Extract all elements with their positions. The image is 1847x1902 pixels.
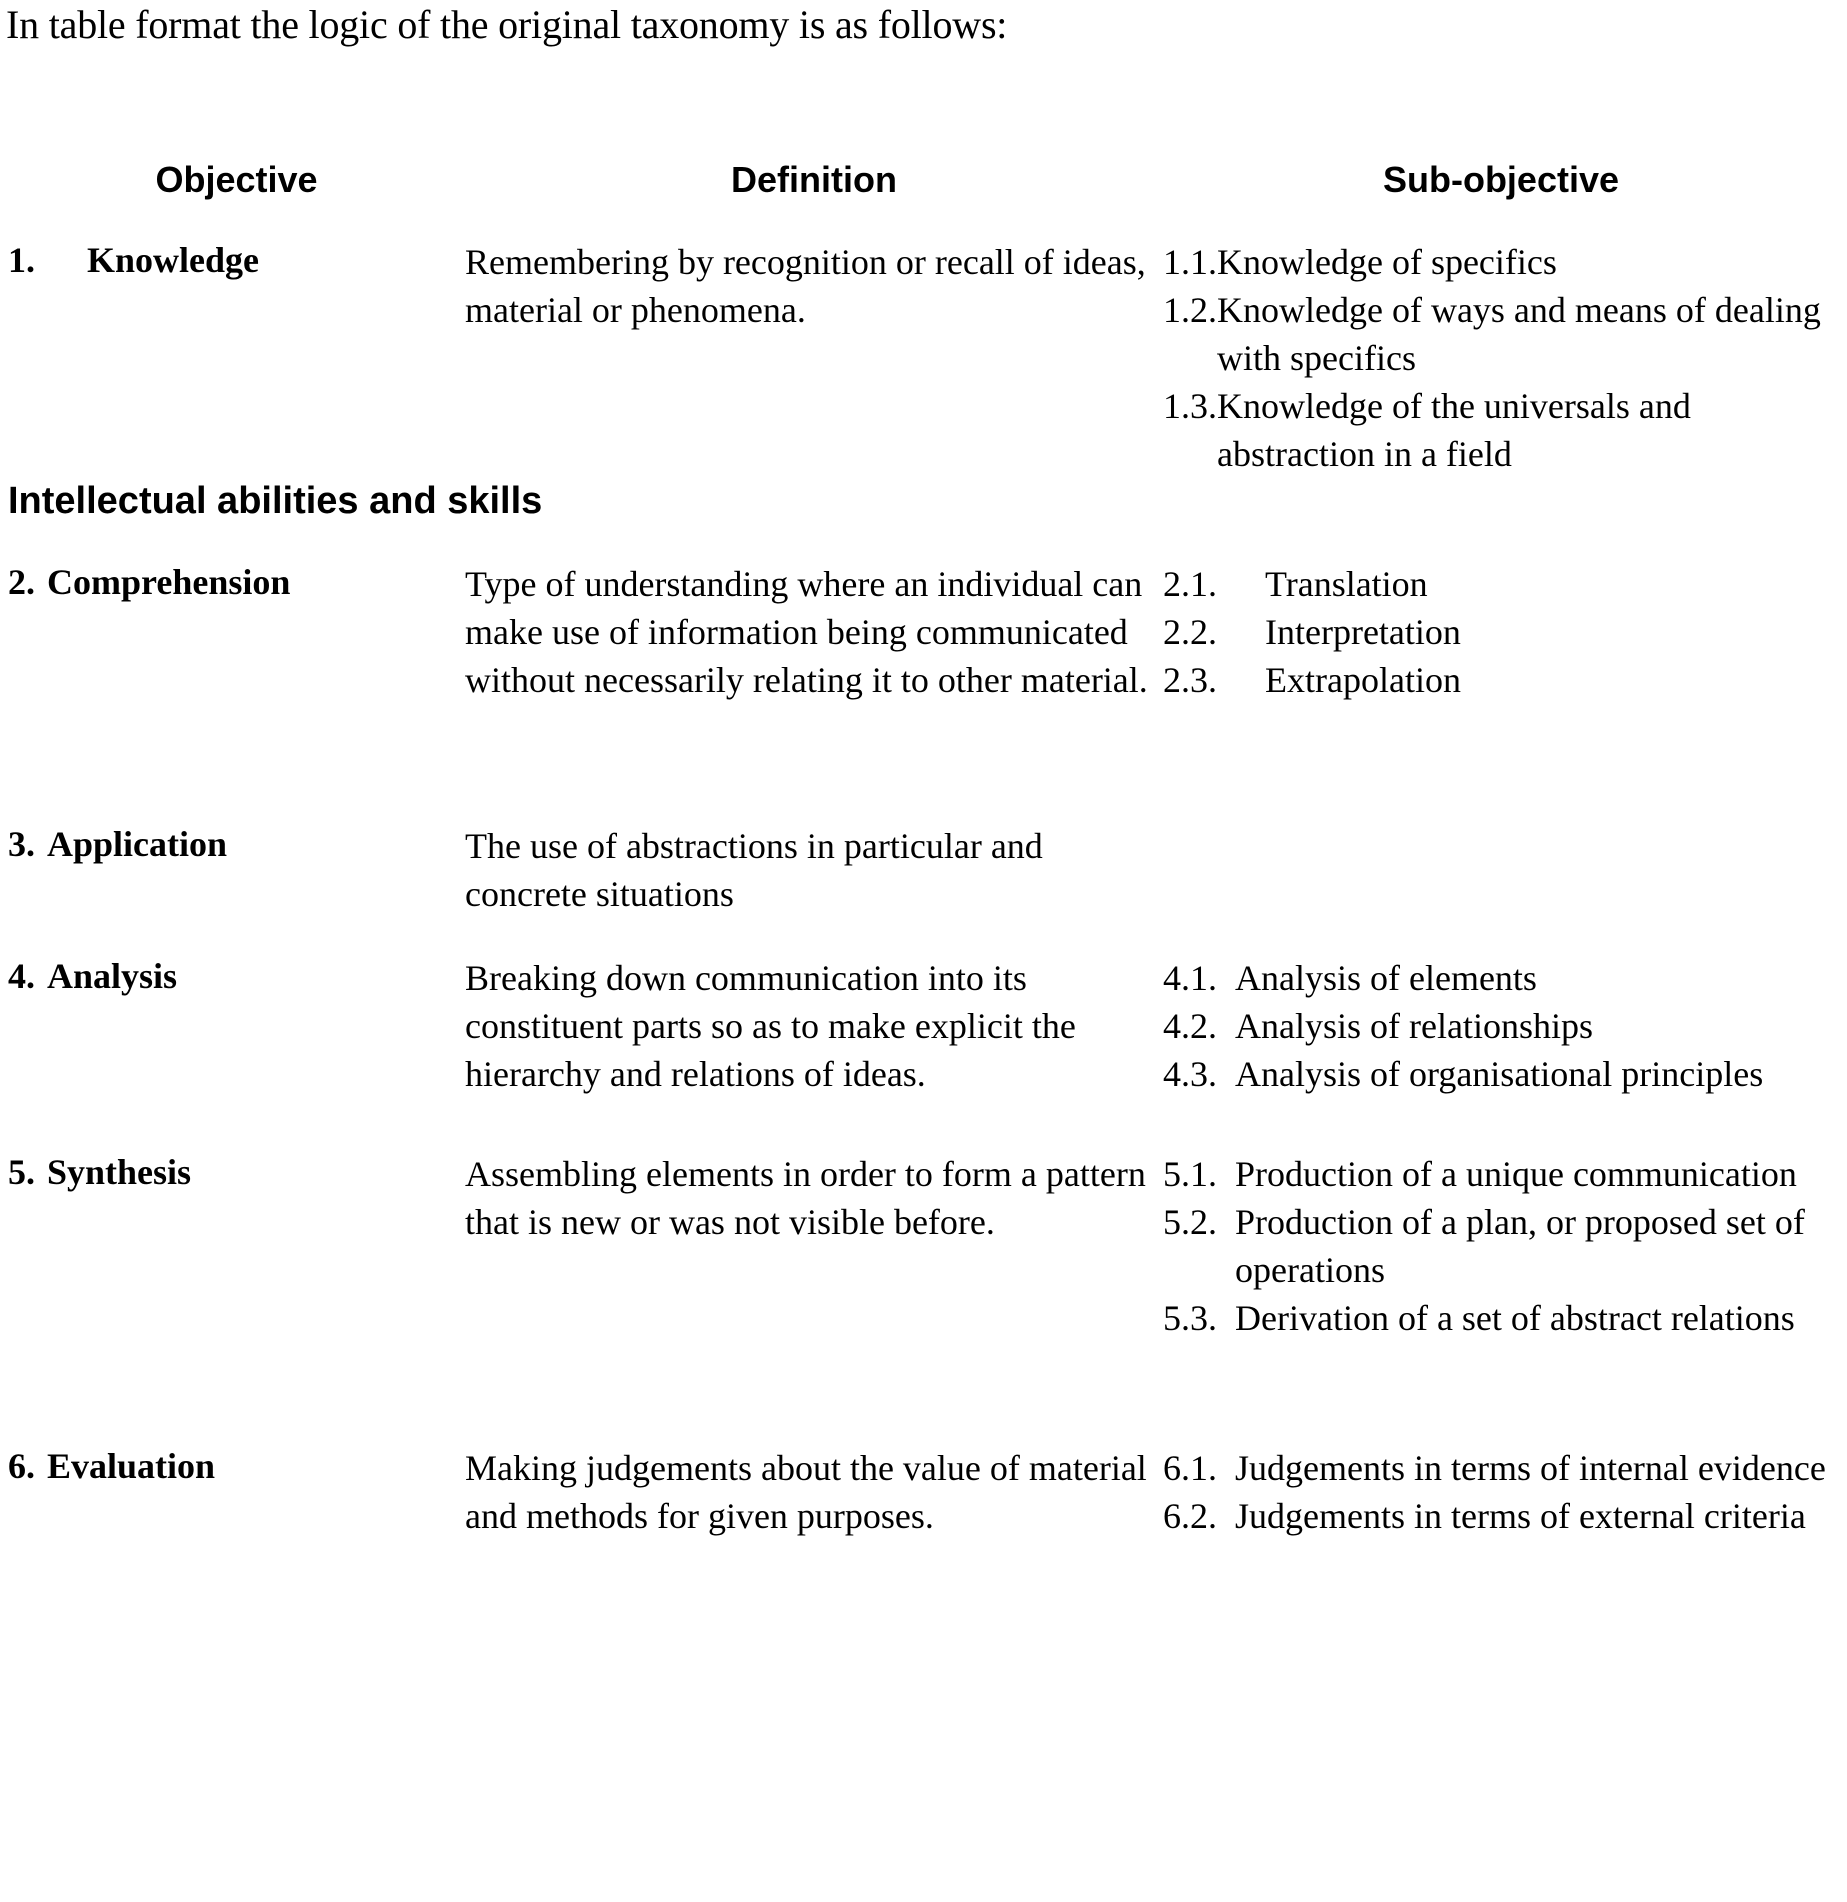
subobjective-number: 1.3. <box>1163 386 1217 426</box>
subobjective-text: Knowledge of ways and means of dealing with specifics <box>1217 290 1821 378</box>
table-row <box>8 954 1839 1150</box>
subobjective-text: Interpretation <box>1265 612 1461 652</box>
list-item <box>1163 1050 1839 1098</box>
definition-cell: Making judgements about the value of material and methods for given purposes. <box>465 1444 1163 1690</box>
subobjective-text: Derivation of a set of abstract relations <box>1235 1298 1795 1338</box>
objective-number: 6. <box>8 1446 35 1486</box>
subobjective-text: Knowledge of specifics <box>1217 242 1557 282</box>
table-header-row <box>8 160 1839 238</box>
table-row <box>8 822 1839 954</box>
list-item <box>1163 1150 1839 1198</box>
subobjective-number: 6.1. <box>1163 1448 1217 1488</box>
subobjective-list <box>1163 1444 1839 1540</box>
subobjective-number: 4.3. <box>1163 1054 1217 1094</box>
subobjective-cell <box>1163 954 1839 1150</box>
subobjective-text: Analysis of organisational principles <box>1235 1054 1764 1094</box>
subobjective-text: Extrapolation <box>1265 660 1461 700</box>
taxonomy-table <box>8 160 1839 1690</box>
subobjective-list <box>1163 238 1839 478</box>
section-band-label: Intellectual abilities and skills <box>8 478 1839 560</box>
subobjective-cell <box>1163 1444 1839 1690</box>
objective-cell <box>8 1444 465 1690</box>
list-item <box>1163 656 1839 704</box>
definition-cell: Assembling elements in order to form a pattern that is new or was not visible before. <box>465 1150 1163 1444</box>
column-header-objective: Objective <box>8 160 465 238</box>
objective-cell <box>8 954 465 1150</box>
objective-number: 3. <box>8 824 35 864</box>
subobjective-cell <box>1163 822 1839 954</box>
objective-label: Knowledge <box>87 240 260 280</box>
list-item <box>1163 560 1839 608</box>
subobjective-text: Production of a unique communication <box>1235 1154 1797 1194</box>
objective-number: 1. <box>8 240 35 280</box>
definition-cell: Breaking down communication into its constituent parts so as to make explicit the hierarchy and relations of ideas. <box>465 954 1163 1150</box>
objective-cell <box>8 560 465 822</box>
subobjective-list <box>1163 954 1839 1098</box>
definition-cell: The use of abstractions in particular and concrete situations <box>465 822 1163 954</box>
objective-number: 5. <box>8 1152 35 1192</box>
objective-cell <box>8 238 465 478</box>
subobjective-list <box>1163 560 1839 704</box>
list-item <box>1163 1444 1839 1492</box>
subobjective-cell <box>1163 1150 1839 1444</box>
list-item <box>1163 1492 1839 1540</box>
intro-paragraph: In table format the logic of the original taxonomy is as follows: <box>6 2 1008 47</box>
subobjective-number: 1.2. <box>1163 290 1217 330</box>
objective-label: Synthesis <box>47 1152 192 1192</box>
subobjective-number: 1.1. <box>1163 242 1217 282</box>
table-row <box>8 560 1839 822</box>
subobjective-list <box>1163 1150 1839 1342</box>
definition-cell: Type of understanding where an individual can make use of information being communicated without necessarily relating it to other material. <box>465 560 1163 822</box>
objective-label: Analysis <box>47 956 178 996</box>
definition-cell: Remembering by recognition or recall of ideas, material or phenomena. <box>465 238 1163 478</box>
objective-number: 4. <box>8 956 35 996</box>
subobjective-text: Analysis of elements <box>1235 958 1537 998</box>
subobjective-text: Translation <box>1265 564 1428 604</box>
list-item <box>1163 238 1839 286</box>
list-item <box>1163 286 1839 382</box>
list-item <box>1163 1002 1839 1050</box>
objective-label: Application <box>47 824 228 864</box>
subobjective-cell <box>1163 238 1839 478</box>
subobjective-number: 6.2. <box>1163 1496 1217 1536</box>
subobjective-number: 2.3. <box>1163 660 1217 700</box>
table-row <box>8 1150 1839 1444</box>
list-item <box>1163 382 1839 478</box>
subobjective-number: 5.3. <box>1163 1298 1217 1338</box>
table-row <box>8 1444 1839 1690</box>
subobjective-text: Production of a plan, or proposed set of operations <box>1235 1202 1805 1290</box>
subobjective-cell <box>1163 560 1839 822</box>
subobjective-number: 4.2. <box>1163 1006 1217 1046</box>
subobjective-number: 2.2. <box>1163 612 1217 652</box>
column-header-subobjective: Sub-objective <box>1163 160 1839 238</box>
objective-label: Comprehension <box>47 562 291 602</box>
subobjective-number: 5.2. <box>1163 1202 1217 1242</box>
objective-label: Evaluation <box>47 1446 216 1486</box>
objective-cell <box>8 1150 465 1444</box>
list-item <box>1163 1294 1839 1342</box>
list-item <box>1163 1198 1839 1294</box>
list-item <box>1163 954 1839 1002</box>
objective-number: 2. <box>8 562 35 602</box>
subobjective-text: Judgements in terms of external criteria <box>1235 1496 1806 1536</box>
objective-cell <box>8 822 465 954</box>
table-row <box>8 238 1839 478</box>
subobjective-number: 5.1. <box>1163 1154 1217 1194</box>
column-header-definition: Definition <box>465 160 1163 238</box>
subobjective-text: Judgements in terms of internal evidence <box>1235 1448 1826 1488</box>
subobjective-number: 2.1. <box>1163 564 1217 604</box>
subobjective-number: 4.1. <box>1163 958 1217 998</box>
subobjective-text: Knowledge of the universals and abstraction in a field <box>1217 386 1691 474</box>
section-band-row <box>8 478 1839 560</box>
list-item <box>1163 608 1839 656</box>
subobjective-text: Analysis of relationships <box>1235 1006 1593 1046</box>
